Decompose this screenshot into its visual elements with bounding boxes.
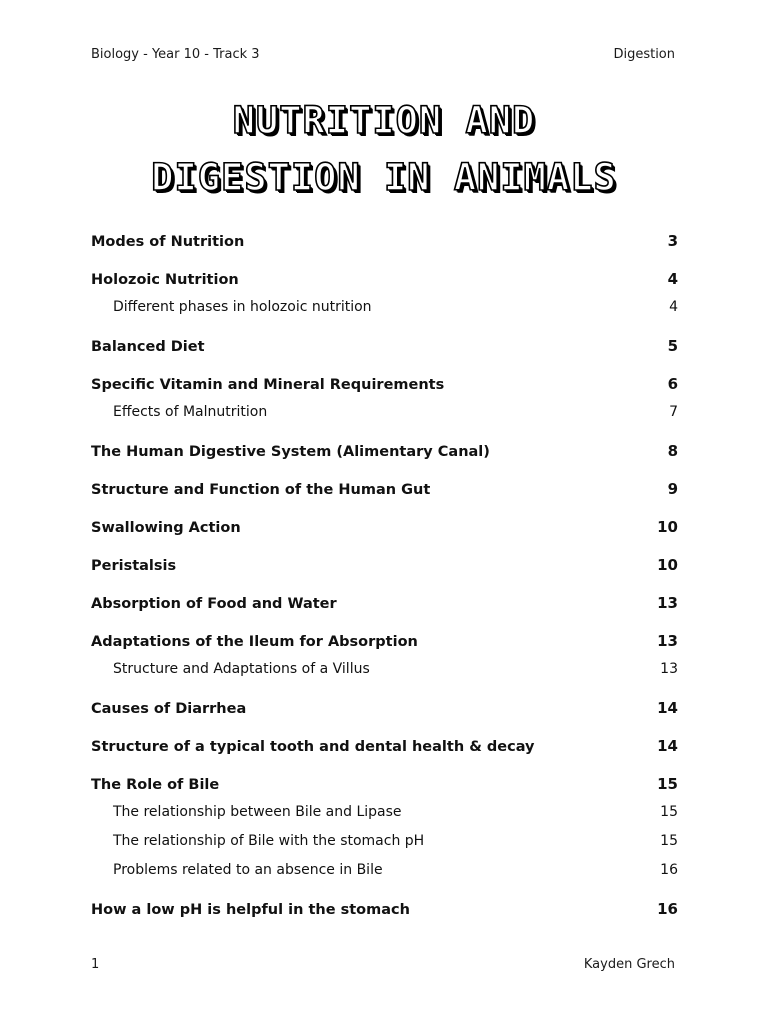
toc-entry: [91, 632, 678, 650]
toc-entry-title: Adaptations of the Ileum for Absorption: [91, 634, 418, 650]
page-number: 1: [91, 957, 100, 972]
toc-entry-page: 4: [669, 299, 678, 315]
toc-entry-title: Modes of Nutrition: [91, 234, 245, 250]
title-line-1: NUTRITION AND: [232, 99, 536, 142]
toc-entry-page: 13: [660, 661, 678, 677]
toc-entry: [91, 699, 678, 717]
toc-entry-title: Absorption of Food and Water: [91, 596, 337, 612]
document-title: [0, 92, 768, 206]
page-header: [91, 47, 675, 62]
toc-entry: [91, 594, 678, 612]
toc-entry: [91, 518, 678, 536]
toc-entry-page: 14: [657, 737, 678, 755]
toc-entry-page: 16: [657, 900, 678, 918]
toc-entry-title: Structure and Adaptations of a Villus: [113, 661, 370, 677]
toc-entry-title: Problems related to an absence in Bile: [113, 862, 383, 878]
toc-entry-title: How a low pH is helpful in the stomach: [91, 902, 410, 918]
header-topic: Digestion: [613, 47, 675, 62]
toc-entry-title: Effects of Malnutrition: [113, 404, 268, 420]
toc-entry: [91, 480, 678, 498]
toc-entry-page: 14: [657, 699, 678, 717]
toc-entry-page: 10: [657, 518, 678, 536]
toc-entry-page: 16: [660, 862, 678, 878]
toc-entry-page: 15: [660, 804, 678, 820]
toc-entry-page: 10: [657, 556, 678, 574]
toc-entry: [91, 900, 678, 918]
toc-entry-title: The relationship of Bile with the stomach pH: [113, 833, 425, 849]
title-line-2: DIGESTION IN ANIMALS: [151, 156, 617, 199]
toc-entry-page: 13: [657, 632, 678, 650]
toc-entry: [91, 775, 678, 793]
author-name: Kayden Grech: [583, 957, 675, 972]
toc-entry-title: The Human Digestive System (Alimentary Canal): [91, 444, 490, 460]
toc-entry-title: Holozoic Nutrition: [91, 272, 239, 288]
toc-entry-title: Structure of a typical tooth and dental health & decay: [91, 739, 535, 755]
toc-entry: [91, 737, 678, 755]
toc-entry-title: Swallowing Action: [91, 520, 241, 536]
toc-entry-page: 15: [660, 833, 678, 849]
toc-entry-page: 6: [667, 375, 678, 393]
toc-entry: [91, 442, 678, 460]
toc-entry-title: Peristalsis: [91, 558, 177, 574]
toc-subentry: [91, 404, 678, 420]
toc-entry-page: 13: [657, 594, 678, 612]
toc-entry-page: 3: [667, 232, 678, 250]
toc-entry-page: 7: [669, 404, 678, 420]
toc-entry: [91, 375, 678, 393]
toc-entry-page: 8: [667, 442, 678, 460]
toc-entry-page: 4: [667, 270, 678, 288]
toc-entry-title: Balanced Diet: [91, 339, 205, 355]
toc-entry-title: Structure and Function of the Human Gut: [91, 482, 431, 498]
toc-entry: [91, 270, 678, 288]
toc-entry-title: Causes of Diarrhea: [91, 701, 247, 717]
toc-subentry: [91, 833, 678, 849]
toc-entry: [91, 232, 678, 250]
toc-subentry: [91, 862, 678, 878]
toc-entry-page: 15: [657, 775, 678, 793]
toc-entry-page: 5: [667, 337, 678, 355]
toc-subentry: [91, 804, 678, 820]
toc-entry-page: 9: [667, 480, 678, 498]
toc-subentry: [91, 299, 678, 315]
toc-entry-title: The relationship between Bile and Lipase: [113, 804, 402, 820]
toc-entry: [91, 556, 678, 574]
page-footer: [91, 957, 675, 972]
header-course: Biology - Year 10 - Track 3: [91, 47, 260, 62]
toc-entry-title: The Role of Bile: [91, 777, 220, 793]
toc-entry-title: Specific Vitamin and Mineral Requirements: [91, 377, 445, 393]
toc-entry-title: Different phases in holozoic nutrition: [113, 299, 372, 315]
toc-entry: [91, 337, 678, 355]
toc-subentry: [91, 661, 678, 677]
